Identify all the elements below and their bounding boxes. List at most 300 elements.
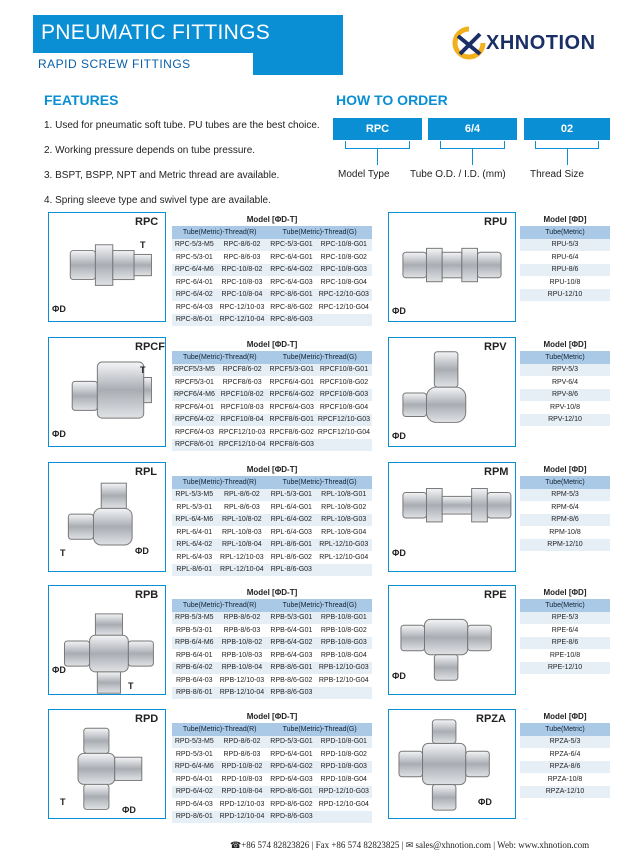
- model-cell: RPB-8/6-03: [217, 624, 268, 637]
- table-row: [172, 811, 372, 824]
- table-row: [520, 426, 610, 439]
- product-code: RPU: [484, 216, 508, 228]
- model-cell: RPZA-8/6: [520, 761, 610, 774]
- table-row: [520, 364, 610, 377]
- diameter-label: ΦD: [52, 665, 66, 675]
- model-cell: RPV-10/8: [520, 401, 610, 414]
- diameter-label: ΦD: [122, 805, 136, 815]
- table-row: [520, 526, 610, 539]
- model-header: Model [ΦD-T]: [172, 212, 372, 226]
- order-connector: [567, 149, 568, 165]
- model-cell: RPB-5/3-01: [172, 624, 217, 637]
- order-code-tube: 6/4: [428, 118, 517, 140]
- model-cell: RPB-6/4-M6: [172, 637, 217, 650]
- table-row: [172, 414, 372, 427]
- model-cell: RPD-12/10-G03: [316, 786, 372, 799]
- product-image-rpv: [388, 337, 516, 447]
- model-cell: RPD-10/8-04: [217, 786, 268, 799]
- table-row: [172, 426, 372, 439]
- model-table: [520, 709, 610, 811]
- table-row: [520, 301, 610, 314]
- model-cell: RPCF5/3-G01: [268, 364, 316, 377]
- model-cell: RPD-6/4-02: [172, 786, 217, 799]
- model-cell: RPCF6/4-01: [172, 401, 217, 414]
- column-header-r: Tube(Metric)-Thread(R): [172, 723, 267, 736]
- logo-mark-icon: [452, 26, 486, 60]
- model-cell: RPCF10/8-02: [217, 389, 268, 402]
- table-row: [172, 662, 372, 675]
- model-cell: [316, 439, 372, 452]
- model-cell: RPB-12/10-G03: [316, 662, 372, 675]
- column-header: Tube(Metric): [520, 476, 610, 489]
- model-cell: RPD-5/3-01: [172, 748, 217, 761]
- model-cell: RPD-8/6-03: [217, 748, 268, 761]
- model-cell: RPB-8/6-G03: [267, 687, 315, 700]
- model-cell: RPB-6/4-G03: [267, 649, 315, 662]
- table-row: [172, 389, 372, 402]
- table-row: [520, 748, 610, 761]
- model-cell: RPCF6/4-02: [172, 414, 217, 427]
- model-cell: RPC-8/6-01: [172, 314, 217, 327]
- model-cell: RPE-12/10: [520, 662, 610, 675]
- order-heading: HOW TO ORDER: [336, 92, 448, 108]
- model-cell: RPU-8/6: [520, 264, 610, 277]
- table-row: [520, 389, 610, 402]
- model-cell: RPM-10/8: [520, 526, 610, 539]
- empty-cell: [520, 674, 610, 687]
- model-cell: RPD-6/4-G03: [267, 773, 315, 786]
- table-row: [172, 289, 372, 302]
- model-cell: RPL-10/8-G04: [315, 526, 372, 539]
- table-row: [172, 489, 372, 502]
- model-table: [520, 212, 610, 314]
- model-cell: RPD-12/10-G04: [316, 798, 372, 811]
- model-cell: RPL-10/8-04: [216, 539, 267, 552]
- model-cell: RPD-10/8-G04: [316, 773, 372, 786]
- fitting-illustration-icon: [49, 213, 165, 321]
- product-image-rpza: [388, 709, 516, 819]
- model-cell: RPM-5/3: [520, 489, 610, 502]
- model-cell: RPCF8/6-G02: [268, 426, 316, 439]
- logo-wordmark: XHNOTION: [486, 32, 596, 54]
- table-row: [172, 564, 372, 577]
- model-cell: [316, 314, 372, 327]
- thread-label: T: [140, 240, 146, 250]
- diameter-label: ΦD: [478, 797, 492, 807]
- model-cell: RPC-8/6-03: [217, 251, 268, 264]
- model-cell: RPB-12/10-04: [217, 687, 268, 700]
- model-cell: RPC-6/4-G01: [267, 251, 315, 264]
- feature-item: 4. Spring sleeve type and swivel type are available.: [44, 195, 271, 206]
- model-cell: RPB-10/8-G02: [316, 624, 372, 637]
- model-cell: RPB-10/8-04: [217, 662, 268, 675]
- column-header-r: Tube(Metric)-Thread(R): [172, 476, 267, 489]
- model-cell: RPD-5/3-G01: [267, 736, 315, 749]
- table-row: [172, 786, 372, 799]
- table-row: [520, 649, 610, 662]
- table-row: [172, 526, 372, 539]
- model-cell: RPB-6/4-03: [172, 674, 217, 687]
- model-cell: RPD-12/10-03: [217, 798, 268, 811]
- order-label-tube: Tube O.D. / I.D. (mm): [410, 169, 506, 180]
- model-cell: RPCF10/8-04: [217, 414, 268, 427]
- table-row: [172, 736, 372, 749]
- model-cell: RPC-10/8-04: [217, 289, 268, 302]
- table-row: [520, 798, 610, 811]
- diameter-label: ΦD: [392, 431, 406, 441]
- page-title: PNEUMATIC FITTINGS: [41, 21, 271, 44]
- model-cell: RPC-8/6-G02: [267, 301, 315, 314]
- table-row: [520, 501, 610, 514]
- table-row: [520, 624, 610, 637]
- feature-item: 3. BSPT, BSPP, NPT and Metric thread are available.: [44, 170, 280, 181]
- model-cell: RPC-8/6-02: [217, 239, 268, 252]
- empty-cell: [520, 301, 610, 314]
- model-cell: [316, 687, 372, 700]
- model-header: Model [ΦD-T]: [172, 585, 372, 599]
- model-cell: RPB-6/4-01: [172, 649, 217, 662]
- model-cell: RPL-12/10-G03: [315, 539, 372, 552]
- model-cell: RPCF8/6-03: [217, 376, 268, 389]
- model-cell: RPL-10/8-03: [216, 526, 267, 539]
- model-cell: RPC-6/4-M6: [172, 264, 217, 277]
- model-header: Model [ΦD]: [520, 462, 610, 476]
- model-cell: RPB-12/10-03: [217, 674, 268, 687]
- product-image-rpm: [388, 462, 516, 572]
- model-cell: RPCF8/6-G01: [268, 414, 316, 427]
- model-cell: RPCF10/8-G04: [316, 401, 372, 414]
- column-header-r: Tube(Metric)-Thread(R): [172, 226, 267, 239]
- model-cell: RPB-6/4-02: [172, 662, 217, 675]
- table-row: [172, 687, 372, 700]
- model-cell: RPL-6/4-01: [172, 526, 216, 539]
- table-row: [172, 539, 372, 552]
- model-cell: RPCF5/3-01: [172, 376, 217, 389]
- model-cell: [315, 564, 372, 577]
- model-header: Model [ΦD-T]: [172, 337, 372, 351]
- product-code: RPCF: [135, 341, 165, 353]
- table-row: [172, 314, 372, 327]
- contact-footer: ☎+86 574 82823826 | Fax +86 574 82823825 | ✉ sales@xhnotion.com | Web: www.xhnotion.com: [230, 840, 590, 850]
- table-row: [520, 539, 610, 552]
- product-code: RPZA: [476, 713, 506, 725]
- subtitle-box: [33, 53, 253, 75]
- model-cell: RPC-5/3-01: [172, 251, 217, 264]
- table-row: [172, 649, 372, 662]
- model-cell: RPD-10/8-G03: [316, 761, 372, 774]
- model-cell: RPC-6/4-02: [172, 289, 217, 302]
- order-connector: [472, 149, 473, 165]
- model-cell: RPC-8/6-G01: [267, 289, 315, 302]
- model-cell: RPZA-6/4: [520, 748, 610, 761]
- table-row: [172, 439, 372, 452]
- model-cell: RPC-10/8-G04: [316, 276, 372, 289]
- column-header-g: Tube(Metric)-Thread(G): [268, 351, 373, 364]
- table-row: [172, 301, 372, 314]
- table-row: [172, 276, 372, 289]
- table-row: [520, 736, 610, 749]
- model-cell: RPC-10/8-G01: [316, 239, 372, 252]
- table-row: [172, 674, 372, 687]
- model-cell: RPCF5/3-M5: [172, 364, 217, 377]
- model-cell: RPL-6/4-G01: [267, 501, 315, 514]
- model-cell: RPCF6/4-M6: [172, 389, 217, 402]
- model-cell: RPL-5/3-G01: [267, 489, 315, 502]
- model-cell: RPCF6/4-G03: [268, 401, 316, 414]
- model-cell: RPD-8/6-G02: [267, 798, 315, 811]
- model-cell: [316, 811, 372, 824]
- table-row: [172, 761, 372, 774]
- model-cell: RPV-8/6: [520, 389, 610, 402]
- model-cell: RPCF10/8-03: [217, 401, 268, 414]
- model-cell: RPCF12/10-G04: [316, 426, 372, 439]
- feature-item: 1. Used for pneumatic soft tube. PU tubes are the best choice.: [44, 120, 320, 131]
- empty-cell: [520, 798, 610, 811]
- table-row: [172, 773, 372, 786]
- model-cell: RPV-5/3: [520, 364, 610, 377]
- model-cell: RPU-12/10: [520, 289, 610, 302]
- diameter-label: ΦD: [52, 429, 66, 439]
- column-header: Tube(Metric): [520, 723, 610, 736]
- model-cell: RPM-12/10: [520, 539, 610, 552]
- page-subtitle: RAPID SCREW FITTINGS: [38, 57, 191, 71]
- model-cell: RPCF12/10-04: [217, 439, 268, 452]
- thread-label: T: [60, 548, 66, 558]
- table-row: [172, 551, 372, 564]
- product-image-rpe: [388, 585, 516, 695]
- thread-label: T: [140, 365, 146, 375]
- model-cell: RPB-8/6-01: [172, 687, 217, 700]
- model-cell: RPL-5/3-M5: [172, 489, 216, 502]
- model-cell: RPZA-5/3: [520, 736, 610, 749]
- product-code: RPD: [135, 713, 159, 725]
- model-cell: RPC-12/10-03: [217, 301, 268, 314]
- model-cell: RPB-5/3-G01: [267, 612, 315, 625]
- model-header: Model [ΦD-T]: [172, 709, 372, 723]
- thread-label: T: [60, 797, 66, 807]
- model-cell: RPB-10/8-G01: [316, 612, 372, 625]
- table-row: [172, 624, 372, 637]
- table-row: [520, 773, 610, 786]
- features-heading: FEATURES: [44, 92, 119, 108]
- order-bracket: [535, 141, 599, 149]
- model-cell: RPL-8/6-G02: [267, 551, 315, 564]
- table-row: [172, 376, 372, 389]
- model-cell: RPCF10/8-G02: [316, 376, 372, 389]
- product-code: RPM: [484, 466, 509, 478]
- order-bracket: [345, 141, 410, 149]
- model-cell: RPE-8/6: [520, 637, 610, 650]
- brand-logo: [452, 26, 612, 62]
- table-row: [172, 612, 372, 625]
- model-cell: RPC-5/3-G01: [267, 239, 315, 252]
- model-cell: RPV-6/4: [520, 376, 610, 389]
- fitting-illustration-icon: [49, 586, 165, 694]
- model-cell: RPCF12/10-03: [217, 426, 268, 439]
- model-cell: RPC-12/10-G04: [316, 301, 372, 314]
- model-cell: RPM-6/4: [520, 501, 610, 514]
- table-row: [520, 514, 610, 527]
- fitting-illustration-icon: [49, 338, 165, 446]
- model-cell: RPCF8/6-01: [172, 439, 217, 452]
- order-connector: [377, 149, 378, 165]
- table-row: [520, 276, 610, 289]
- model-table: [172, 585, 372, 699]
- table-row: [520, 289, 610, 302]
- fitting-illustration-icon: [389, 213, 515, 321]
- model-cell: RPU-10/8: [520, 276, 610, 289]
- model-header: Model [ΦD]: [520, 337, 610, 351]
- model-cell: RPC-6/4-01: [172, 276, 217, 289]
- table-row: [172, 748, 372, 761]
- model-table: [520, 337, 610, 439]
- model-cell: RPC-10/8-G03: [316, 264, 372, 277]
- model-cell: RPC-6/4-G03: [267, 276, 315, 289]
- diameter-label: ΦD: [392, 306, 406, 316]
- model-cell: RPCF10/8-G03: [316, 389, 372, 402]
- model-header: Model [ΦD]: [520, 709, 610, 723]
- table-row: [520, 786, 610, 799]
- product-code: RPV: [484, 341, 507, 353]
- model-cell: RPM-8/6: [520, 514, 610, 527]
- column-header-g: Tube(Metric)-Thread(G): [267, 226, 372, 239]
- table-row: [520, 489, 610, 502]
- model-cell: RPL-6/4-03: [172, 551, 216, 564]
- order-bracket: [440, 141, 505, 149]
- model-cell: RPZA-12/10: [520, 786, 610, 799]
- model-cell: RPC-8/6-G03: [267, 314, 315, 327]
- table-row: [520, 376, 610, 389]
- model-cell: RPD-5/3-M5: [172, 736, 217, 749]
- model-cell: RPB-10/8-G04: [316, 649, 372, 662]
- model-cell: RPL-10/8-G01: [315, 489, 372, 502]
- product-image-rpu: [388, 212, 516, 322]
- product-code: RPL: [135, 466, 157, 478]
- model-table: [172, 709, 372, 823]
- fitting-illustration-icon: [389, 463, 515, 571]
- model-cell: RPD-10/8-03: [217, 773, 268, 786]
- column-header: Tube(Metric): [520, 599, 610, 612]
- model-cell: RPD-12/10-04: [217, 811, 268, 824]
- table-row: [172, 364, 372, 377]
- model-table: [172, 337, 372, 451]
- model-cell: RPL-6/4-M6: [172, 514, 216, 527]
- table-row: [520, 612, 610, 625]
- product-code: RPB: [135, 589, 159, 601]
- model-cell: RPCF10/8-G01: [316, 364, 372, 377]
- model-cell: RPD-6/4-G02: [267, 761, 315, 774]
- column-header-r: Tube(Metric)-Thread(R): [172, 351, 268, 364]
- model-cell: RPD-10/8-02: [217, 761, 268, 774]
- model-cell: RPL-8/6-G01: [267, 539, 315, 552]
- table-row: [520, 761, 610, 774]
- order-code-model: RPC: [333, 118, 422, 140]
- model-cell: RPL-8/6-02: [216, 489, 267, 502]
- model-cell: RPZA-10/8: [520, 773, 610, 786]
- column-header-g: Tube(Metric)-Thread(G): [267, 476, 372, 489]
- diameter-label: ΦD: [392, 671, 406, 681]
- empty-cell: [520, 426, 610, 439]
- model-cell: RPB-12/10-G04: [316, 674, 372, 687]
- diameter-label: ΦD: [392, 548, 406, 558]
- model-cell: RPD-8/6-G01: [267, 786, 315, 799]
- table-row: [172, 514, 372, 527]
- table-row: [520, 401, 610, 414]
- fitting-illustration-icon: [389, 586, 515, 694]
- order-code-thread: 02: [524, 118, 610, 140]
- model-cell: RPL-6/4-G03: [267, 526, 315, 539]
- product-image-rpb: [48, 585, 166, 695]
- table-row: [520, 414, 610, 427]
- model-cell: RPC-10/8-02: [217, 264, 268, 277]
- model-cell: RPL-6/4-02: [172, 539, 216, 552]
- model-cell: RPD-6/4-03: [172, 798, 217, 811]
- model-cell: RPC-10/8-03: [217, 276, 268, 289]
- model-cell: RPE-6/4: [520, 624, 610, 637]
- diameter-label: ΦD: [135, 546, 149, 556]
- table-row: [172, 637, 372, 650]
- model-cell: RPL-12/10-G04: [315, 551, 372, 564]
- model-cell: RPB-6/4-G02: [267, 637, 315, 650]
- model-cell: RPU-5/3: [520, 239, 610, 252]
- model-table: [172, 462, 372, 576]
- model-cell: RPC-12/10-04: [217, 314, 268, 327]
- model-cell: RPB-6/4-G01: [267, 624, 315, 637]
- model-cell: RPL-12/10-04: [216, 564, 267, 577]
- table-row: [520, 239, 610, 252]
- model-cell: RPD-8/6-G03: [267, 811, 315, 824]
- model-cell: RPCF8/6-02: [217, 364, 268, 377]
- model-cell: RPL-8/6-01: [172, 564, 216, 577]
- fitting-illustration-icon: [389, 338, 515, 446]
- model-cell: RPL-8/6-G03: [267, 564, 315, 577]
- fitting-illustration-icon: [49, 710, 165, 818]
- product-code: RPE: [484, 589, 507, 601]
- model-cell: RPB-8/6-G02: [267, 674, 315, 687]
- model-cell: RPL-10/8-02: [216, 514, 267, 527]
- model-cell: RPC-10/8-G02: [316, 251, 372, 264]
- fitting-illustration-icon: [389, 710, 515, 818]
- model-cell: RPCF12/10-G03: [316, 414, 372, 427]
- model-cell: RPL-6/4-G02: [267, 514, 315, 527]
- model-cell: RPB-10/8-G03: [316, 637, 372, 650]
- model-cell: RPCF6/4-G01: [268, 376, 316, 389]
- model-cell: RPD-8/6-02: [217, 736, 268, 749]
- thread-label: T: [128, 681, 134, 691]
- table-row: [172, 239, 372, 252]
- model-cell: RPC-5/3-M5: [172, 239, 217, 252]
- model-cell: RPV-12/10: [520, 414, 610, 427]
- table-row: [172, 264, 372, 277]
- model-cell: RPCF8/6-G03: [268, 439, 316, 452]
- model-cell: RPL-5/3-01: [172, 501, 216, 514]
- table-row: [520, 551, 610, 564]
- diameter-label: ΦD: [52, 304, 66, 314]
- model-table: [520, 462, 610, 564]
- model-cell: RPB-8/6-02: [217, 612, 268, 625]
- model-cell: RPD-6/4-G01: [267, 748, 315, 761]
- table-row: [520, 662, 610, 675]
- column-header-g: Tube(Metric)-Thread(G): [267, 599, 372, 612]
- model-cell: RPCF6/4-03: [172, 426, 217, 439]
- model-header: Model [ΦD]: [520, 585, 610, 599]
- model-cell: RPE-5/3: [520, 612, 610, 625]
- model-header: Model [ΦD-T]: [172, 462, 372, 476]
- column-header: Tube(Metric): [520, 226, 610, 239]
- model-cell: RPE-10/8: [520, 649, 610, 662]
- table-row: [520, 251, 610, 264]
- column-header-r: Tube(Metric)-Thread(R): [172, 599, 267, 612]
